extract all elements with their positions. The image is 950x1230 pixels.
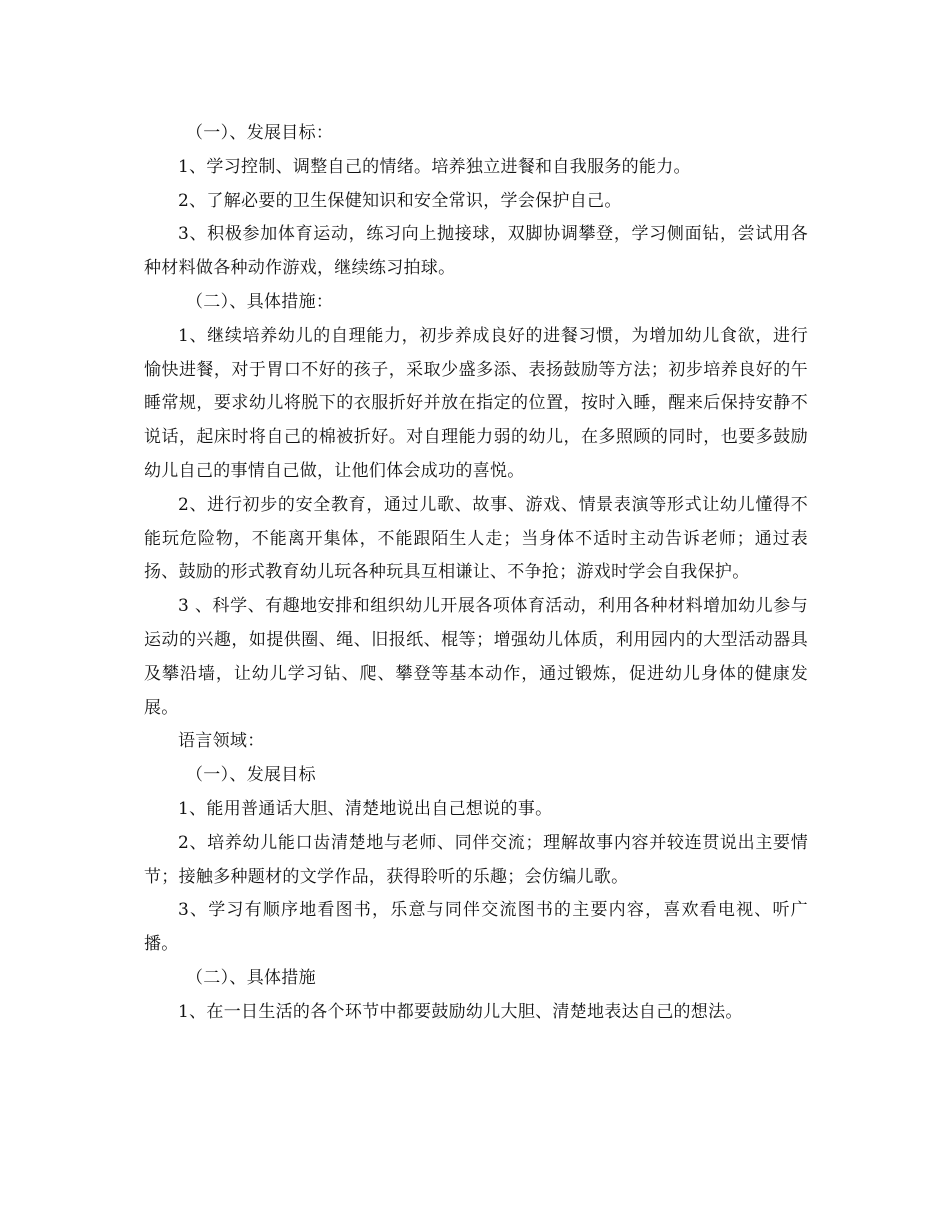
goal-item-2: 2、了解必要的卫生保健知识和安全常识，学会保护自己。 — [178, 190, 622, 211]
goal-item-1: 1、学习控制、调整自己的情绪。培养独立进餐和自我服务的能力。 — [178, 156, 691, 177]
document-body — [144, 117, 808, 1030]
measure-item-1: 1、继续培养幼儿的自理能力，初步养成良好的进餐习惯，为增加幼儿食欲，进行愉快进餐，对于胃口不好的孩子，采取少盛多添、表扬鼓励等方法；初步培养良好的午睡常规，要求幼儿将脱下的衣服折好并放在指定的位置，按时入睡，醒来后保持安静不说话，起床时将自己的棉被折好。对自理能力弱的幼儿，在多照顾的同时，也要多鼓励幼儿自己的事情自己做，让他们体会成功的喜悦。 — [144, 325, 808, 481]
goal-item-3: 3、积极参加体育运动，练习向上抛接球，双脚协调攀登，学习侧面钻，尝试用各种材料做各种动作游戏，继续练习拍球。 — [144, 224, 808, 279]
measure-item-2: 2、进行初步的安全教育，通过儿歌、故事、游戏、情景表演等形式让幼儿懂得不能玩危险物，不能离开集体，不能跟陌生人走；当身体不适时主动告诉老师；通过表扬、鼓励的形式教育幼儿玩各种玩具互相谦让、不争抢；游戏时学会自我保护。 — [144, 494, 808, 583]
language-measure-item-1: 1、在一日生活的各个环节中都要鼓励幼儿大胆、清楚地表达自己的想法。 — [178, 1001, 743, 1022]
language-goal-item-3: 3、学习有顺序地看图书，乐意与同伴交流图书的主要内容，喜欢看电视、听广播。 — [144, 900, 808, 955]
language-goal-item-2: 2、培养幼儿能口齿清楚地与老师、同伴交流；理解故事内容并较连贯说出主要情节；接触多种题材的文学作品，获得聆听的乐趣；会仿编儿歌。 — [144, 832, 808, 887]
section-heading-measures: （二）、具体措施： — [186, 291, 334, 312]
measure-item-3: 3 、科学、有趣地安排和组织幼儿开展各项体育活动，利用各种材料增加幼儿参与运动的兴趣，如提供圈、绳、旧报纸、棍等；增强幼儿体质，利用园内的大型活动器具及攀沿墙，让幼儿学习钻、爬、攀登等基本动作，通过锻炼，促进幼儿身体的健康发展。 — [144, 596, 808, 718]
language-heading-measures: （二）、具体措施 — [186, 967, 316, 988]
section-heading-goals: （一）、发展目标： — [186, 123, 334, 143]
language-heading-goals: （一）、发展目标 — [186, 765, 316, 786]
section-title-language: 语言领域： — [178, 731, 265, 752]
language-goal-item-1: 1、能用普通话大胆、清楚地说出自己想说的事。 — [178, 798, 553, 819]
